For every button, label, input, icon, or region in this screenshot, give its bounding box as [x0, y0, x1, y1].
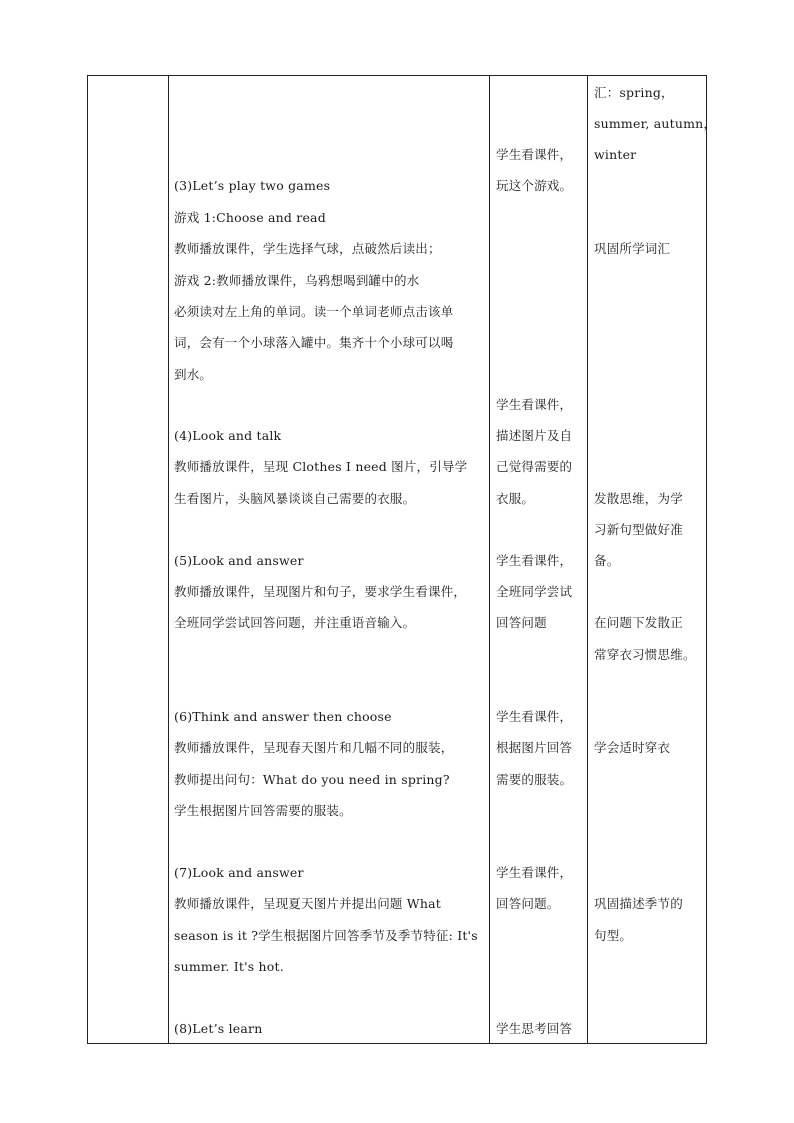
text-line: 教师播放课件，学生选择气球，点破然后读出；: [174, 241, 441, 256]
text-line: 教师播放课件，呈现夏天图片并提出问题 What: [174, 896, 441, 911]
text-line: 发散思维，为学: [594, 491, 683, 506]
text-line: (5)Look and answer: [174, 553, 304, 568]
stage-cell: [88, 76, 168, 1043]
text-line: 常穿衣习惯思维。: [594, 647, 696, 662]
text-line: 生看图片，头脑风暴谈谈自己需要的衣服。: [174, 491, 416, 506]
text-line: 需要的服装。: [496, 772, 573, 787]
text-line: 学生看课件，: [496, 147, 573, 162]
text-line: 全班同学尝试回答问题，并注重语音输入。: [174, 615, 416, 630]
text-line: 学生看课件，: [496, 709, 573, 724]
text-line: 习新句型做好准: [594, 522, 683, 537]
teacher-activity-cell: [169, 76, 489, 1043]
text-line: 教师提出问句：What do you need in spring?: [174, 772, 450, 787]
text-line: 到水。: [174, 367, 213, 382]
text-line: 己觉得需要的: [496, 459, 573, 474]
text-line: 玩这个游戏。: [496, 178, 573, 193]
text-line: (3)Let’s play two games: [174, 178, 331, 193]
text-line: 描述图片及自: [496, 428, 573, 443]
text-line: 教师播放课件，呈现 Clothes I need 图片，引导学: [174, 459, 468, 474]
text-line: 回答问题: [496, 615, 547, 630]
student-activity-cell: [490, 76, 587, 1043]
text-line: 备。: [594, 553, 620, 568]
lesson-plan-table: [87, 75, 717, 1044]
text-line: 学生思考回答: [496, 1021, 573, 1036]
text-line: 巩固所学词汇: [594, 241, 671, 256]
text-line: season is it ?学生根据图片回答季节及季节特征: It's: [174, 928, 478, 943]
text-line: 全班同学尝试: [496, 584, 573, 599]
text-line: 教师播放课件，呈现春天图片和几幅不同的服装，: [174, 740, 454, 755]
text-line: (6)Think and answer then choose: [174, 709, 392, 724]
text-line: 必须读对左上角的单词。读一个单词老师点击该单: [174, 304, 454, 319]
text-line: winter: [594, 147, 637, 162]
text-line: 学生看课件，: [496, 397, 573, 412]
text-line: summer, autumn，: [594, 116, 717, 131]
text-line: 学生看课件，: [496, 553, 573, 568]
text-line: 词，会有一个小球落入罐中。集齐十个小球可以喝: [174, 335, 454, 350]
design-purpose-cell: [588, 76, 717, 1043]
text-line: 学生看课件，: [496, 865, 573, 880]
text-line: 巩固描述季节的: [594, 896, 683, 911]
text-line: 衣服。: [496, 491, 535, 506]
text-line: summer. It's hot.: [174, 959, 284, 974]
text-line: 学生根据图片回答需要的服装。: [174, 803, 352, 818]
text-line: (7)Look and answer: [174, 865, 304, 880]
text-line: 在问题下发散正: [594, 615, 683, 630]
text-line: 句型。: [594, 928, 633, 943]
text-line: 汇：spring，: [594, 85, 674, 100]
text-line: 教师播放课件，呈现图片和句子，要求学生看课件，: [174, 584, 467, 599]
text-line: (8)Let’s learn: [174, 1021, 263, 1036]
text-line: (4)Look and talk: [174, 428, 282, 443]
text-line: 学会适时穿衣: [594, 740, 671, 755]
text-line: 游戏 1:Choose and read: [174, 210, 326, 225]
text-line: 根据图片回答: [496, 740, 573, 755]
text-line: 回答问题。: [496, 896, 560, 911]
text-line: 游戏 2:教师播放课件，乌鸦想喝到罐中的水: [174, 273, 420, 288]
